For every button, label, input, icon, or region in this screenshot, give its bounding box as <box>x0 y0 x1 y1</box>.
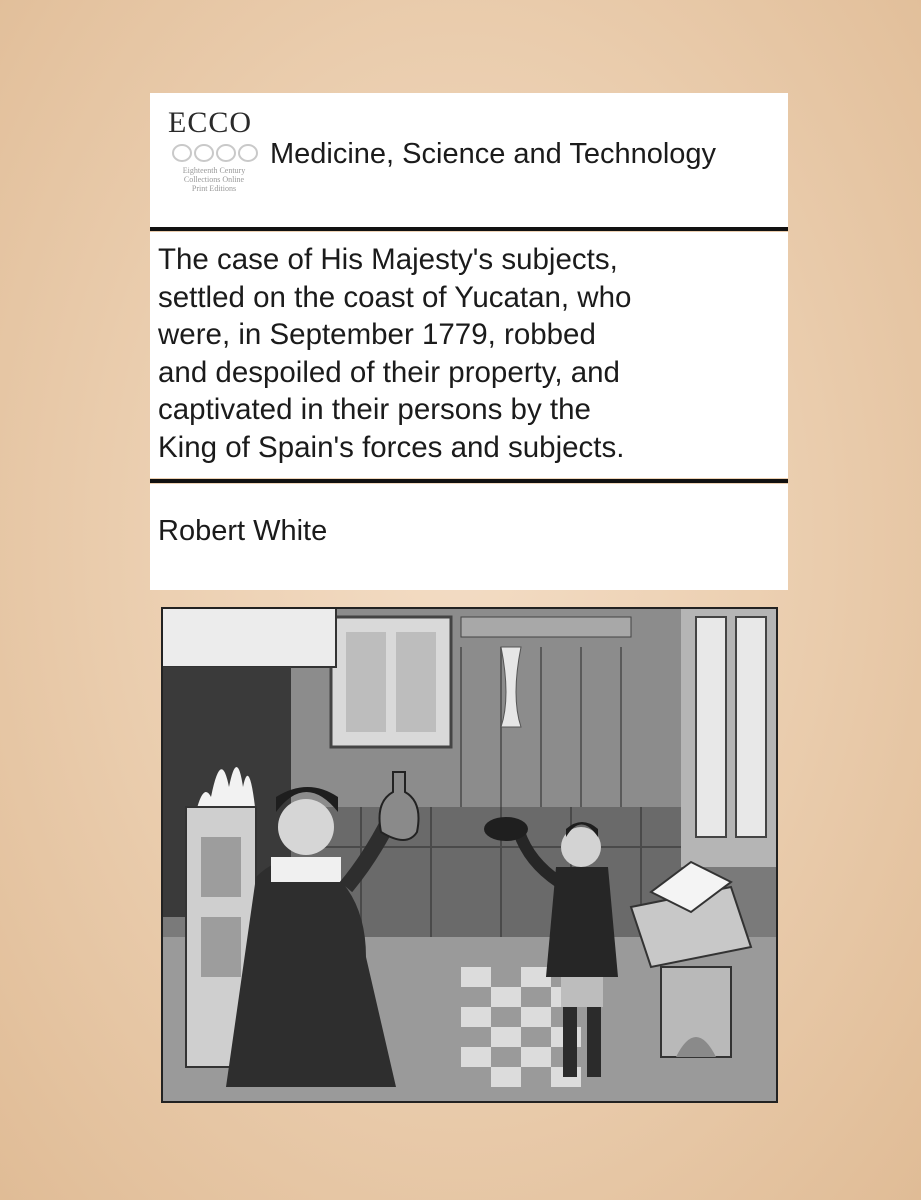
engraving-illustration <box>161 607 778 1103</box>
title-line: and despoiled of their property, and <box>158 355 620 389</box>
title-line: settled on the coast of Yucatan, who <box>158 280 632 314</box>
title-line: King of Spain's forces and subjects. <box>158 430 625 464</box>
book-title <box>158 241 780 466</box>
logo-ornament-icon <box>170 142 258 164</box>
ecco-logo <box>168 106 260 214</box>
author-name: Robert White <box>158 515 328 547</box>
title-line: The case of His Majesty's subjects, <box>158 243 618 276</box>
divider-rule <box>150 479 788 483</box>
divider-rule <box>150 227 788 231</box>
logo-caption-line: Print Editions <box>191 184 237 193</box>
series-title: Medicine, Science and Technology <box>270 138 717 170</box>
title-line: were, in September 1779, robbed <box>158 318 596 351</box>
logo-wordmark: ECCO <box>168 106 253 139</box>
logo-caption <box>168 166 260 214</box>
title-line: captivated in their persons by the <box>158 393 591 426</box>
logo-caption-line: Eighteenth Century <box>182 166 246 175</box>
cover-illustration <box>161 607 778 1103</box>
logo-caption-line: Collections Online <box>183 175 245 184</box>
